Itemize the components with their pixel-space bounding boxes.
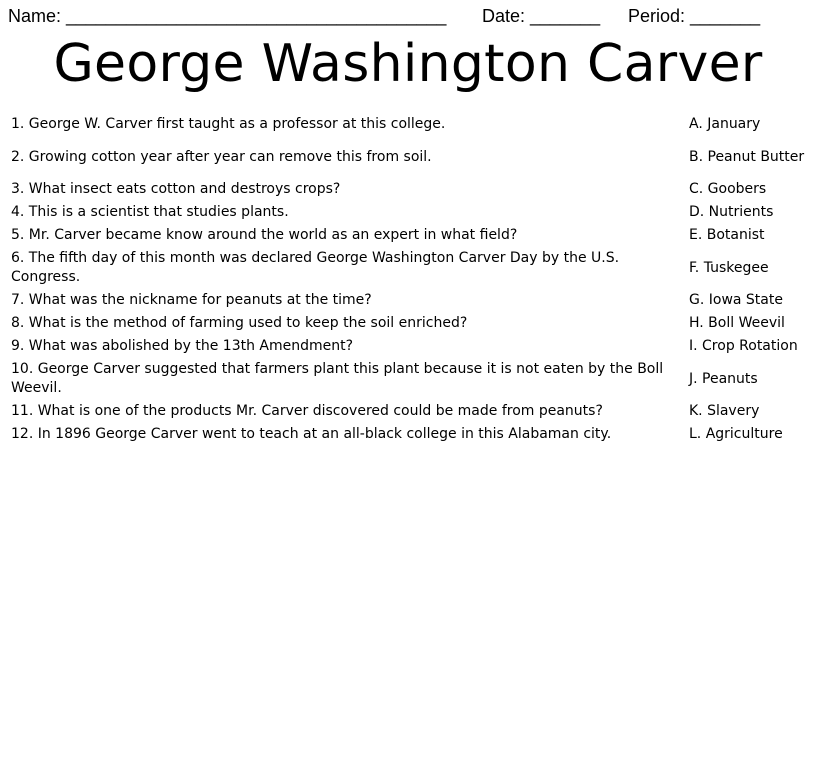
question-item-11: 11. What is one of the products Mr. Carver discovered could be made from peanuts? (11, 403, 603, 419)
answer-item-c: C. Goobers (689, 181, 767, 197)
answer-item-a: A. January (689, 116, 761, 132)
page-title: George Washington Carver (53, 34, 763, 94)
answer-item-k: K. Slavery (689, 403, 760, 419)
date-field-label: Date: _______ (482, 6, 601, 26)
question-item-9: 9. What was abolished by the 13th Amendment? (11, 338, 354, 354)
answer-item-j: J. Peanuts (689, 370, 758, 387)
question-item-3: 3. What insect eats cotton and destroys crops? (11, 181, 341, 197)
answer-item-d: D. Nutrients (689, 204, 774, 220)
answer-item-i: I. Crop Rotation (689, 338, 798, 354)
question-item-12: 12. In 1896 George Carver went to teach at an all-black college in this Alabaman city. (11, 426, 612, 442)
worksheet-header (8, 4, 808, 28)
answer-item-b: B. Peanut Butter (689, 148, 805, 165)
question-item-4: 4. This is a scientist that studies plants. (11, 204, 289, 220)
question-item-7: 7. What was the nickname for peanuts at the time? (11, 292, 372, 308)
answer-item-l: L. Agriculture (689, 426, 783, 442)
question-item-5: 5. Mr. Carver became know around the world as an expert in what field? (11, 227, 518, 243)
answer-item-h: H. Boll Weevil (689, 315, 785, 331)
answer-item-g: G. Iowa State (689, 292, 783, 308)
question-item-6: 6. The fifth day of this month was declared George Washington Carver Day by the U.S. Congress. (11, 250, 620, 285)
question-item-2: 2. Growing cotton year after year can remove this from soil. (11, 148, 432, 165)
answer-item-f: F. Tuskegee (689, 259, 769, 276)
question-item-10: 10. George Carver suggested that farmers plant this plant because it is not eaten by the Boll Weevil. (11, 361, 664, 396)
question-item-1: 1. George W. Carver first taught as a professor at this college. (11, 116, 446, 132)
period-field-label: Period: _______ (628, 6, 761, 26)
question-item-8: 8. What is the method of farming used to keep the soil enriched? (11, 315, 468, 331)
name-field-label: Name: ______________________________________ (8, 6, 447, 26)
answer-item-e: E. Botanist (689, 227, 765, 243)
